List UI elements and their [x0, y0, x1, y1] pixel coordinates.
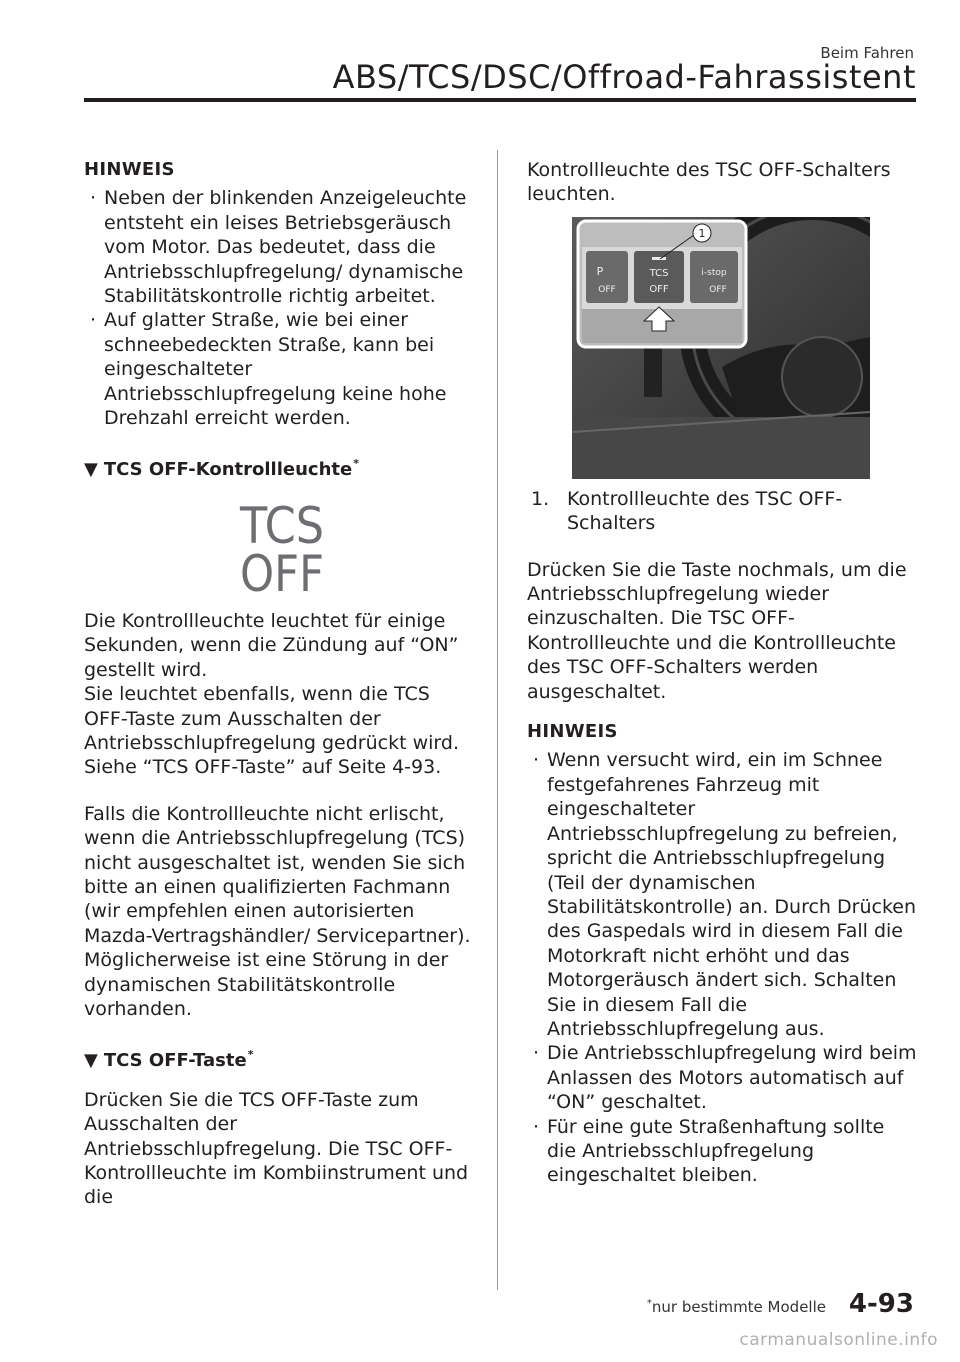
tcs-icon-line1: TCS: [238, 498, 324, 555]
paragraph: Drücken Sie die TCS OFF-Taste zum Ausschalten der Antriebsschlupfregelung. Die TSC OFF-Kontrollleuchte im Kombiinstrument und die: [84, 1088, 469, 1209]
paragraph: Kontrollleuchte des TSC OFF-Schalters leuchten.: [527, 159, 891, 206]
paragraph: Sie leuchtet ebenfalls, wenn die TCS OFF-Taste zum Ausschalten der Antriebsschlupfregelung gedrückt wird.: [84, 683, 459, 754]
button-label: TCS: [649, 267, 669, 279]
section-title: TCS OFF-Taste: [103, 1050, 247, 1072]
triangle-marker-icon: ▼: [84, 1050, 98, 1072]
button-label: OFF: [709, 284, 727, 295]
note-list: [527, 748, 917, 1187]
button-label: P: [596, 264, 604, 278]
paragraph: Falls die Kontrollleuchte nicht erlischt, wenn die Antriebsschlupfregelung (TCS) nicht ausgeschaltet ist, wenden Sie sich bitte an einen qualifizierten Fachmann (wir empfehlen einen autorisierten Mazda-Vertragshändler/ Servicepartner). Möglicherweise ist eine Störung in der dynamischen Stabilitätskontrolle vorhanden.: [84, 802, 471, 1020]
note-item: · Die Antriebsschlupfregelung wird beim Anlassen des Motors automatisch auf “ON” geschaltet.: [527, 1041, 917, 1114]
button-label: OFF: [598, 284, 616, 295]
header-chapter: Beim Fahren: [820, 44, 914, 62]
header-section-title: ABS/TCS/DSC/Offroad-Fahrassistent: [332, 58, 916, 96]
asterisk: *: [353, 457, 359, 471]
note-heading: HINWEIS: [84, 159, 175, 180]
note-item: · Für eine gute Straßenhaftung sollte die Antriebsschlupfregelung eingeschaltet bleiben.: [527, 1115, 917, 1188]
section-title: TCS OFF-Kontrollleuchte: [103, 459, 353, 481]
callout-number: 1: [698, 226, 706, 240]
caption-text: Kontrollleuchte des TSC OFF-Schalters: [567, 487, 843, 535]
paragraph: Siehe “TCS OFF-Taste” auf Seite 4-93.: [84, 756, 442, 779]
paragraph: Drücken Sie die Taste nochmals, um die Antriebsschlupfregelung wieder einzuschalten. Die TSC OFF-Kontrollleuchte und die Kontrollleuchte des TSC OFF-Schalters werden ausgeschaltet.: [527, 558, 907, 703]
header-rule: [84, 98, 916, 102]
note-item: · Neben der blinkenden Anzeigeleuchte entsteht ein leises Betriebsgeräusch vom Motor. Das bedeutet, dass die Antriebsschlupfregelung/ dynamische Stabilitätskontrolle richtig arbeitet.: [84, 186, 479, 308]
note-item: · Wenn versucht wird, ein im Schnee festgefahrenes Fahrzeug mit eingeschalteter Antriebsschlupfregelung zu befreien, spricht die Antriebsschlupfregelung (Teil der dynamischen Stabilitätskontrolle) an. Durch Drücken des Gaspedals wird in diesem Fall die Motorkraft nicht erhöht und das Motorgeräusch ändert sich. Schalten Sie in diesem Fall die Antriebsschlupfregelung aus.: [527, 748, 917, 1041]
tcs-off-indicator-icon: [84, 499, 479, 595]
column-divider: [497, 150, 498, 1290]
section-heading-tcs-off-light: [84, 452, 479, 482]
button-label: i-stop: [701, 267, 727, 278]
figure-caption: [527, 487, 917, 536]
caption-number: 1.: [531, 487, 550, 510]
note-heading: HINWEIS: [527, 721, 618, 743]
footer-note-text: nur bestimmte Modelle: [651, 1298, 826, 1316]
right-column: [527, 158, 917, 1188]
dashboard-photo: [572, 217, 870, 479]
asterisk: *: [646, 1298, 652, 1309]
note-list: [84, 186, 479, 430]
triangle-marker-icon: ▼: [84, 459, 98, 481]
asterisk: *: [247, 1048, 254, 1062]
page-number: 4-93: [848, 1289, 914, 1319]
note-item: · Auf glatter Straße, wie bei einer schneebedeckten Straße, kann bei eingeschalteter Antriebsschlupfregelung keine hohe Drehzahl erreicht werden.: [84, 308, 479, 430]
paragraph: Die Kontrollleuchte leuchtet für einige Sekunden, wenn die Zündung auf “ON” gestellt wird.: [84, 609, 459, 681]
left-column: [84, 158, 479, 1210]
button-label: OFF: [649, 283, 669, 295]
footer-model-note: [647, 1298, 826, 1316]
watermark: carmanualsonline.info: [739, 1330, 938, 1350]
tcs-icon-line2: OFF: [239, 544, 324, 595]
section-heading-tcs-off-button: [84, 1043, 479, 1073]
